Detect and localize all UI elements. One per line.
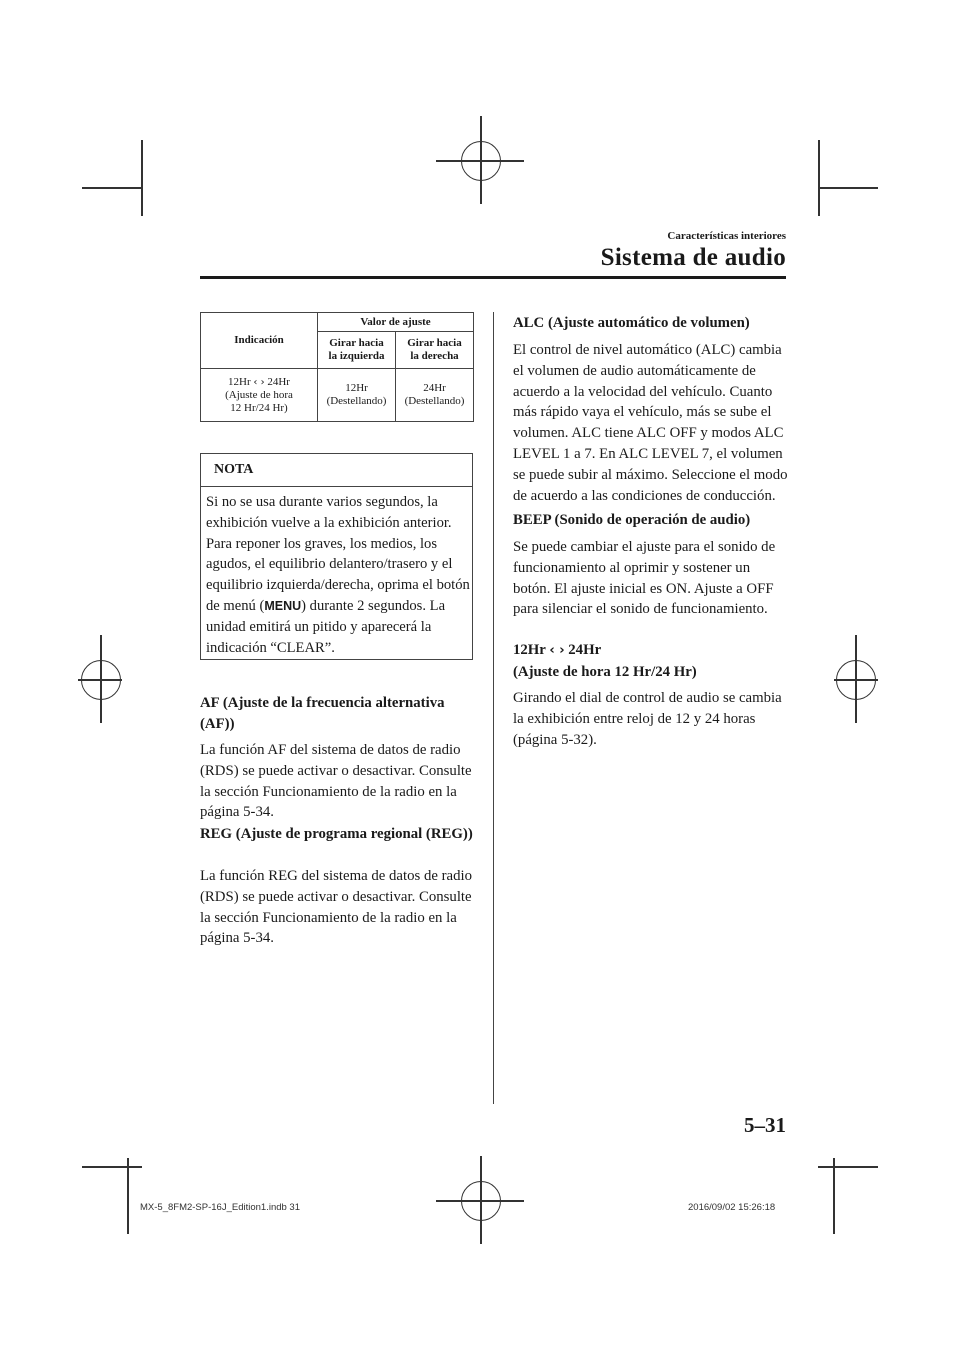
table-row	[201, 369, 474, 422]
reg-heading: REG (Ajuste de programa regional (REG))	[200, 826, 473, 842]
af-body: La función AF del sistema de datos de radio (RDS) se puede activar o desactivar. Consulte la sección Funcionamiento de la radio en la página 5-34.	[200, 742, 472, 821]
left-right-arrows-icon: ‹ ›	[549, 643, 565, 658]
left-right-arrows-icon: ‹ ›	[253, 376, 265, 388]
clock-heading: 12Hr ‹ › 24Hr (Ajuste de hora 12 Hr/24 Hr)	[513, 642, 697, 680]
note-title: NOTA	[214, 462, 254, 477]
af-heading: AF (Ajuste de la frecuencia alternativa (AF))	[200, 695, 445, 732]
footer-filename: MX-5_8FM2-SP-16J_Edition1.indb 31	[140, 1202, 301, 1213]
table-header-valor: Valor de ajuste	[318, 313, 474, 332]
table-header-izquierda: Girar hacia la izquierda	[318, 332, 396, 369]
beep-heading: BEEP (Sonido de operación de audio)	[513, 512, 751, 528]
table-header-derecha: Girar hacia la derecha	[396, 332, 474, 369]
footer-timestamp: 2016/09/02 15:26:18	[688, 1202, 776, 1213]
table-header-indicacion: Indicación	[201, 313, 318, 369]
page-number: 5–31	[744, 1113, 786, 1137]
table-cell-izquierda: 12Hr (Destellando)	[318, 369, 396, 422]
clock-body: Girando el dial de control de audio se cambia la exhibición entre reloj de 12 y 24 horas (página 5-32).	[513, 690, 782, 748]
alc-heading: ALC (Ajuste automático de volumen)	[513, 315, 750, 331]
note-divider	[201, 486, 472, 487]
beep-body: Se puede cambiar el ajuste para el sonido de funcionamiento al oprimir y sostener un botón. El ajuste inicial es ON. Ajuste a OFF para silenciar el sonido de funcionamiento.	[513, 539, 776, 618]
header-rule	[200, 276, 786, 279]
reg-body: La función REG del sistema de datos de radio (RDS) se puede activar o desactivar. Consulte la sección Funcionamiento de la radio en la página 5-34.	[200, 868, 473, 947]
menu-button-label: MENU	[264, 598, 302, 613]
table-cell-derecha: 24Hr (Destellando)	[396, 369, 474, 422]
alc-body: El control de nivel automático (ALC) cambia el volumen de audio automáticamente de acuerdo a la velocidad del vehículo. Cuanto más rápido vaya el vehículo, más se sube el volumen. ALC tiene ALC OFF y modos ALC LEVEL 1 a 7. En ALC LEVEL 7, el volumen se puede subir al máximo. Seleccione el modo de acuerdo a las condiciones de conducción.	[513, 342, 788, 504]
table-cell-indicacion: 12Hr ‹ › 24Hr (Ajuste de hora 12 Hr/24 Hr)	[201, 369, 318, 422]
note-box	[200, 453, 473, 660]
section-label: Características interiores	[667, 230, 786, 242]
settings-table	[200, 312, 474, 422]
column-divider	[493, 312, 494, 1104]
page-title: Sistema de audio	[600, 244, 786, 271]
note-text: Si no se usa durante varios segundos, la exhibición vuelve a la exhibición anterior. Para reponer los graves, los medios, los agudos, el equilibrio delantero/trasero y el equilibrio izquierda/derecha, oprima el botón de menú (MENU) durante 2 segundos. La unidad emitirá un pitido y aparecerá la indicación “CLEAR”.	[206, 494, 470, 656]
